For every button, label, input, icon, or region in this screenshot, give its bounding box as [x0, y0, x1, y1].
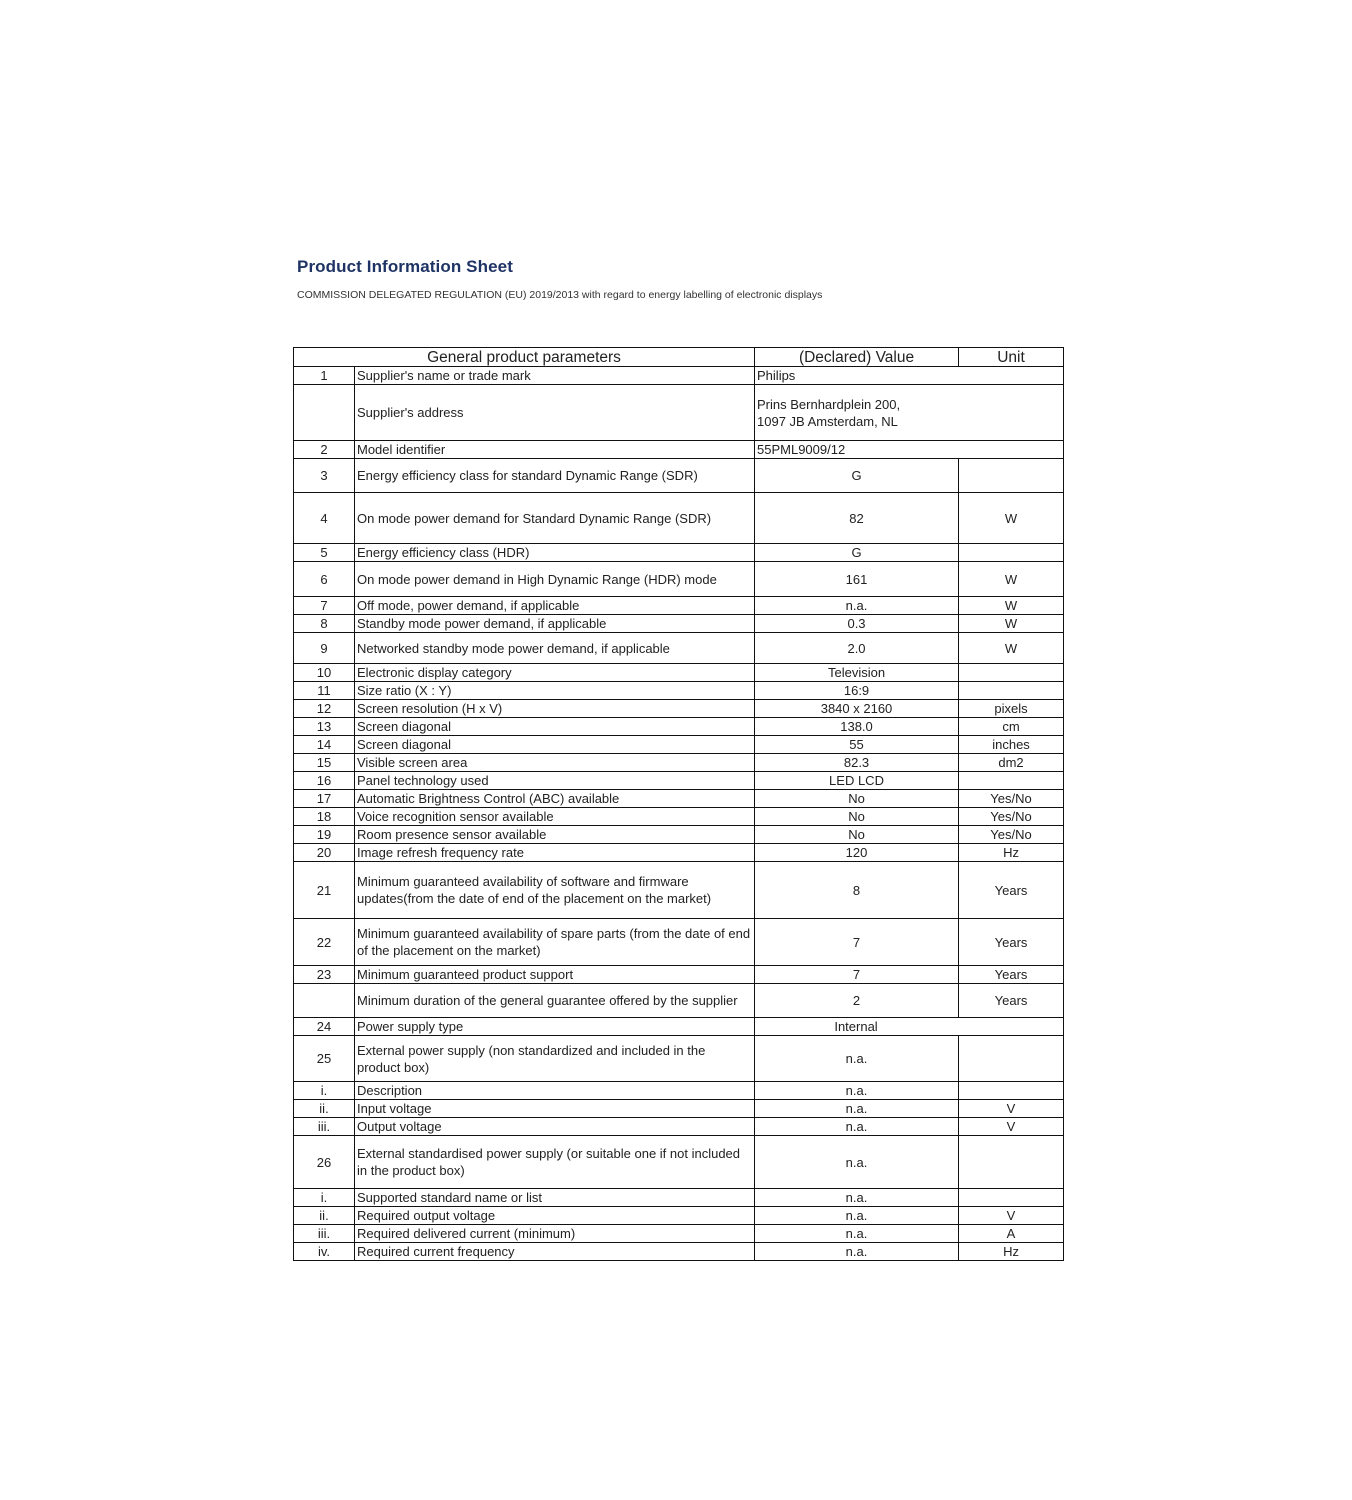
declared-value: 7	[755, 919, 959, 966]
row-number: 5	[294, 544, 355, 562]
table-row	[294, 772, 1064, 790]
unit	[959, 682, 1064, 700]
parameter-name: Required output voltage	[355, 1207, 755, 1225]
parameter-name: Model identifier	[355, 441, 755, 459]
parameter-name: Energy efficiency class (HDR)	[355, 544, 755, 562]
parameter-name: On mode power demand for Standard Dynamic Range (SDR)	[355, 493, 755, 544]
unit	[959, 1136, 1064, 1189]
row-number: 2	[294, 441, 355, 459]
row-number: 9	[294, 633, 355, 664]
row-number: 24	[294, 1018, 355, 1036]
row-number	[294, 984, 355, 1018]
unit: W	[959, 562, 1064, 597]
declared-value: 0.3	[755, 615, 959, 633]
table-row	[294, 633, 1064, 664]
row-number: i.	[294, 1082, 355, 1100]
unit: Hz	[959, 1243, 1064, 1261]
parameter-name: Voice recognition sensor available	[355, 808, 755, 826]
unit: cm	[959, 718, 1064, 736]
declared-value: n.a.	[755, 1225, 959, 1243]
parameter-name: Screen resolution (H x V)	[355, 700, 755, 718]
table-row	[294, 1082, 1064, 1100]
unit: Yes/No	[959, 790, 1064, 808]
unit: V	[959, 1207, 1064, 1225]
declared-value: n.a.	[755, 1136, 959, 1189]
declared-value: 82.3	[755, 754, 959, 772]
table-row	[294, 700, 1064, 718]
unit: Years	[959, 862, 1064, 919]
parameter-name: Minimum duration of the general guarantee offered by the supplier	[355, 984, 755, 1018]
unit: W	[959, 597, 1064, 615]
declared-value: G	[755, 459, 959, 493]
unit: V	[959, 1100, 1064, 1118]
table-row	[294, 1118, 1064, 1136]
declared-value	[755, 385, 1064, 441]
parameter-name: Minimum guaranteed availability of spare parts (from the date of end of the placement on the market)	[355, 919, 755, 966]
table-row	[294, 682, 1064, 700]
table-row	[294, 826, 1064, 844]
table-row	[294, 562, 1064, 597]
unit	[959, 664, 1064, 682]
declared-value: No	[755, 808, 959, 826]
table-row	[294, 808, 1064, 826]
unit: A	[959, 1225, 1064, 1243]
table-row	[294, 1189, 1064, 1207]
table-row	[294, 754, 1064, 772]
declared-value: n.a.	[755, 1036, 959, 1082]
table-row	[294, 862, 1064, 919]
declared-value: 8	[755, 862, 959, 919]
declared-value: No	[755, 790, 959, 808]
unit: Yes/No	[959, 808, 1064, 826]
declared-value: 2.0	[755, 633, 959, 664]
parameter-name: Required current frequency	[355, 1243, 755, 1261]
address-line-1: Prins Bernhardplein 200,	[757, 396, 901, 412]
unit	[959, 1036, 1064, 1082]
parameter-name: Supported standard name or list	[355, 1189, 755, 1207]
declared-value: n.a.	[755, 1082, 959, 1100]
unit: Years	[959, 966, 1064, 984]
table-row	[294, 1243, 1064, 1261]
table-row	[294, 1018, 1064, 1036]
unit: Yes/No	[959, 826, 1064, 844]
declared-value: Philips	[755, 367, 1064, 385]
row-number: 15	[294, 754, 355, 772]
declared-value: Television	[755, 664, 959, 682]
row-number	[294, 385, 355, 441]
row-number: 10	[294, 664, 355, 682]
declared-value: 55	[755, 736, 959, 754]
row-number: 20	[294, 844, 355, 862]
row-number: 23	[294, 966, 355, 984]
parameter-name: Networked standby mode power demand, if applicable	[355, 633, 755, 664]
table-row	[294, 919, 1064, 966]
declared-value: n.a.	[755, 1207, 959, 1225]
table-row	[294, 1225, 1064, 1243]
unit: pixels	[959, 700, 1064, 718]
table-row	[294, 615, 1064, 633]
parameter-name: Minimum guaranteed product support	[355, 966, 755, 984]
row-number: i.	[294, 1189, 355, 1207]
table-row	[294, 1136, 1064, 1189]
header-unit: Unit	[959, 348, 1064, 367]
parameter-name: Power supply type	[355, 1018, 755, 1036]
parameter-name: Room presence sensor available	[355, 826, 755, 844]
declared-value: n.a.	[755, 597, 959, 615]
declared-value: 16:9	[755, 682, 959, 700]
row-number: iii.	[294, 1118, 355, 1136]
table-row	[294, 1100, 1064, 1118]
table-header-row	[294, 348, 1064, 367]
parameter-name: Visible screen area	[355, 754, 755, 772]
unit: Hz	[959, 844, 1064, 862]
table-row	[294, 718, 1064, 736]
table-row	[294, 385, 1064, 441]
row-number: 12	[294, 700, 355, 718]
declared-value: n.a.	[755, 1118, 959, 1136]
table-row	[294, 1207, 1064, 1225]
row-number: 3	[294, 459, 355, 493]
declared-value: LED LCD	[755, 772, 959, 790]
product-parameters-table	[293, 347, 1064, 1261]
declared-value: 82	[755, 493, 959, 544]
unit	[959, 1189, 1064, 1207]
declared-value: 2	[755, 984, 959, 1018]
table-row	[294, 984, 1064, 1018]
declared-value: n.a.	[755, 1243, 959, 1261]
table-row	[294, 966, 1064, 984]
declared-value: n.a.	[755, 1189, 959, 1207]
table-row	[294, 441, 1064, 459]
row-number: 22	[294, 919, 355, 966]
declared-value: 138.0	[755, 718, 959, 736]
row-number: 8	[294, 615, 355, 633]
parameter-name: Output voltage	[355, 1118, 755, 1136]
parameter-name: Size ratio (X : Y)	[355, 682, 755, 700]
row-number: ii.	[294, 1207, 355, 1225]
unit: Years	[959, 919, 1064, 966]
declared-value: No	[755, 826, 959, 844]
parameter-name: Screen diagonal	[355, 718, 755, 736]
table-row	[294, 1036, 1064, 1082]
row-number: 26	[294, 1136, 355, 1189]
parameter-name: Minimum guaranteed availability of software and firmware updates(from the date of end of the placement on the market)	[355, 862, 755, 919]
row-number: 7	[294, 597, 355, 615]
unit: W	[959, 493, 1064, 544]
row-number: 11	[294, 682, 355, 700]
table-row	[294, 367, 1064, 385]
parameter-name: Off mode, power demand, if applicable	[355, 597, 755, 615]
regulation-subtitle: COMMISSION DELEGATED REGULATION (EU) 2019/2013 with regard to energy labelling of electronic displays	[297, 289, 823, 301]
unit: V	[959, 1118, 1064, 1136]
parameter-name: Screen diagonal	[355, 736, 755, 754]
row-number: 4	[294, 493, 355, 544]
parameter-name: Standby mode power demand, if applicable	[355, 615, 755, 633]
parameter-name: On mode power demand in High Dynamic Range (HDR) mode	[355, 562, 755, 597]
unit: W	[959, 633, 1064, 664]
declared-value: n.a.	[755, 1100, 959, 1118]
table-row	[294, 736, 1064, 754]
header-declared-value: (Declared) Value	[755, 348, 959, 367]
row-number: iv.	[294, 1243, 355, 1261]
declared-value: 120	[755, 844, 959, 862]
row-number: iii.	[294, 1225, 355, 1243]
unit: dm2	[959, 754, 1064, 772]
table-row	[294, 493, 1064, 544]
parameter-name: Input voltage	[355, 1100, 755, 1118]
row-number: ii.	[294, 1100, 355, 1118]
declared-value: 3840 x 2160	[755, 700, 959, 718]
unit	[959, 772, 1064, 790]
table-row	[294, 664, 1064, 682]
row-number: 1	[294, 367, 355, 385]
declared-value: 55PML9009/12	[755, 441, 1064, 459]
address-line-2: 1097 JB Amsterdam, NL	[757, 413, 898, 429]
declared-value: G	[755, 544, 959, 562]
table-row	[294, 544, 1064, 562]
unit	[959, 459, 1064, 493]
row-number: 18	[294, 808, 355, 826]
parameter-name: Supplier's address	[355, 385, 755, 441]
parameter-name: Image refresh frequency rate	[355, 844, 755, 862]
row-number: 17	[294, 790, 355, 808]
parameter-name: Panel technology used	[355, 772, 755, 790]
unit	[959, 1082, 1064, 1100]
table-row	[294, 790, 1064, 808]
table-row	[294, 597, 1064, 615]
table-row	[294, 844, 1064, 862]
row-number: 13	[294, 718, 355, 736]
declared-value: 7	[755, 966, 959, 984]
row-number: 21	[294, 862, 355, 919]
page-title: Product Information Sheet	[297, 257, 513, 276]
row-number: 19	[294, 826, 355, 844]
unit: W	[959, 615, 1064, 633]
parameter-name: Electronic display category	[355, 664, 755, 682]
header-general-params: General product parameters	[294, 348, 755, 367]
unit: inches	[959, 736, 1064, 754]
row-number: 16	[294, 772, 355, 790]
parameter-name: External standardised power supply (or suitable one if not included in the product box)	[355, 1136, 755, 1189]
table-row	[294, 459, 1064, 493]
row-number: 14	[294, 736, 355, 754]
unit: Years	[959, 984, 1064, 1018]
declared-value: 161	[755, 562, 959, 597]
declared-value: Internal	[755, 1018, 1064, 1036]
parameter-name: Supplier's name or trade mark	[355, 367, 755, 385]
row-number: 6	[294, 562, 355, 597]
parameter-name: Required delivered current (minimum)	[355, 1225, 755, 1243]
row-number: 25	[294, 1036, 355, 1082]
unit	[959, 544, 1064, 562]
parameter-name: Automatic Brightness Control (ABC) available	[355, 790, 755, 808]
parameter-name: Energy efficiency class for standard Dynamic Range (SDR)	[355, 459, 755, 493]
parameter-name: Description	[355, 1082, 755, 1100]
parameter-name: External power supply (non standardized and included in the product box)	[355, 1036, 755, 1082]
